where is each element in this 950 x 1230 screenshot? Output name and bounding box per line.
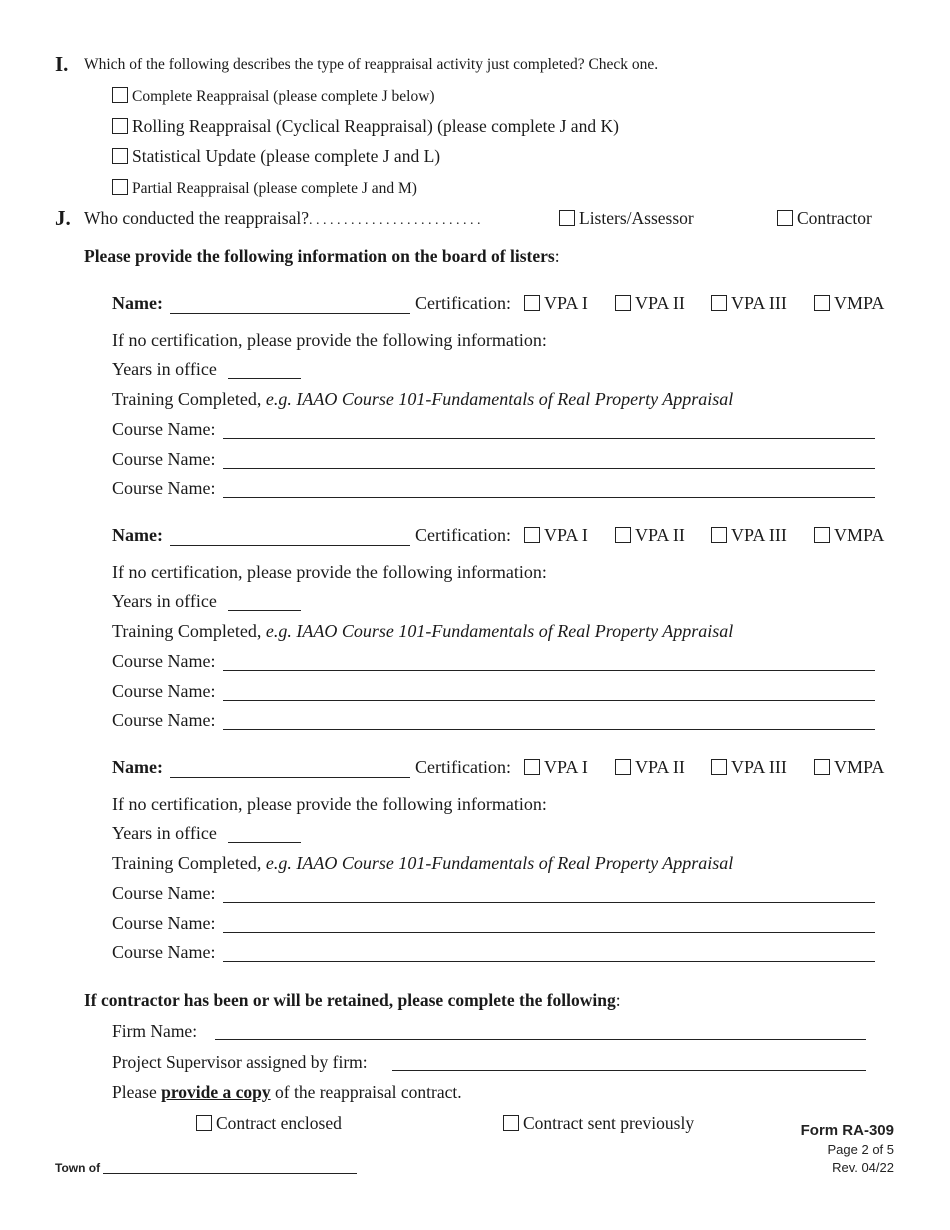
cert-vpa-ii[interactable] bbox=[615, 293, 685, 314]
cert-vmpa[interactable] bbox=[814, 757, 884, 778]
firm-name-field[interactable] bbox=[215, 1038, 866, 1040]
cert-label: VMPA bbox=[834, 293, 885, 313]
checkbox[interactable] bbox=[814, 295, 830, 311]
course-name-label: Course Name: bbox=[112, 651, 216, 671]
board-heading-colon: : bbox=[554, 246, 560, 266]
course-name-field[interactable] bbox=[223, 728, 875, 730]
training-example: e.g. IAAO Course 101-Fundamentals of Real Property Appraisal bbox=[265, 621, 734, 641]
section-j-question-row bbox=[84, 208, 480, 229]
form-id: Form RA-309 bbox=[800, 1122, 894, 1139]
cert-vpa-i[interactable] bbox=[524, 757, 588, 778]
lister-name-field[interactable] bbox=[170, 312, 410, 314]
cert-vpa-iii[interactable] bbox=[711, 293, 787, 314]
years-label: Years in office bbox=[112, 823, 217, 843]
course-name-label: Course Name: bbox=[112, 680, 216, 701]
leader-dots: . . . . . . . . . . . . . . . . . . . . . . . . . bbox=[308, 213, 481, 228]
name-label: Name: bbox=[112, 757, 163, 777]
training-row bbox=[112, 621, 733, 642]
lister-name-row bbox=[112, 757, 163, 778]
training-example: e.g. IAAO Course 101-Fundamentals of Real Property Appraisal bbox=[265, 853, 734, 873]
firm-name-row bbox=[112, 1021, 197, 1042]
cert-vpa-iii[interactable] bbox=[711, 525, 787, 546]
lister-name-row bbox=[112, 525, 163, 546]
option-label: Statistical Update (please complete J and L) bbox=[132, 146, 441, 166]
years-in-office-field[interactable] bbox=[228, 841, 301, 843]
revision: Rev. 04/22 bbox=[832, 1160, 894, 1175]
board-heading bbox=[84, 246, 560, 267]
cert-vpa-ii[interactable] bbox=[615, 525, 685, 546]
supervisor-label: Project Supervisor assigned by firm: bbox=[112, 1052, 368, 1072]
course-name-label: Course Name: bbox=[112, 883, 216, 903]
training-label: Training Completed, bbox=[112, 621, 266, 641]
checkbox[interactable] bbox=[615, 527, 631, 543]
training-row bbox=[112, 389, 733, 410]
checkbox[interactable] bbox=[615, 295, 631, 311]
checkbox[interactable] bbox=[196, 1115, 212, 1131]
cert-vpa-i[interactable] bbox=[524, 293, 588, 314]
town-name-field[interactable] bbox=[103, 1172, 357, 1174]
checkbox[interactable] bbox=[524, 759, 540, 775]
cert-label: VPA II bbox=[635, 757, 685, 777]
contractor-heading-text: If contractor has been or will be retained, please complete the following bbox=[84, 990, 616, 1010]
checkbox[interactable] bbox=[112, 148, 128, 164]
course-name-field[interactable] bbox=[223, 467, 875, 469]
checkbox[interactable] bbox=[524, 527, 540, 543]
cert-vpa-ii[interactable] bbox=[615, 757, 685, 778]
supervisor-field[interactable] bbox=[392, 1069, 866, 1071]
section-i-question: Which of the following describes the type of reappraisal activity just completed? Check one. bbox=[84, 56, 659, 73]
checkbox[interactable] bbox=[559, 210, 575, 226]
copy-pre: Please bbox=[112, 1082, 162, 1102]
course-name-label: Course Name: bbox=[112, 942, 216, 962]
option-statistical-update[interactable] bbox=[112, 146, 440, 167]
checkbox[interactable] bbox=[777, 210, 793, 226]
lister-name-row bbox=[112, 293, 163, 314]
page-number: Page 2 of 5 bbox=[827, 1142, 894, 1157]
course-name-field[interactable] bbox=[223, 960, 875, 962]
town-of-label: Town of bbox=[55, 1161, 101, 1175]
contractor-heading-colon: : bbox=[615, 990, 621, 1010]
option-label: Rolling Reappraisal (Cyclical Reappraisal) (please complete J and K) bbox=[132, 116, 619, 136]
course-name-label: Course Name: bbox=[112, 419, 216, 439]
checkbox[interactable] bbox=[711, 759, 727, 775]
cert-label: VPA III bbox=[731, 525, 787, 545]
course-name-label: Course Name: bbox=[112, 478, 216, 498]
cert-label: VPA II bbox=[635, 525, 685, 545]
option-rolling-reappraisal[interactable] bbox=[112, 116, 619, 137]
copy-instruction bbox=[112, 1082, 462, 1103]
no-certification-text: If no certification, please provide the following information: bbox=[112, 562, 547, 582]
course-name-label: Course Name: bbox=[112, 912, 216, 933]
checkbox[interactable] bbox=[711, 295, 727, 311]
option-contract-enclosed[interactable] bbox=[196, 1113, 342, 1134]
cert-label: VPA I bbox=[544, 525, 588, 545]
name-label: Name: bbox=[112, 525, 163, 545]
no-certification-text: If no certification, please provide the following information: bbox=[112, 330, 547, 350]
section-j-letter: J. bbox=[55, 206, 71, 230]
option-contractor[interactable] bbox=[777, 208, 872, 229]
cert-vmpa[interactable] bbox=[814, 525, 884, 546]
cert-label: VPA I bbox=[544, 293, 588, 313]
option-listers-assessor[interactable] bbox=[559, 208, 694, 229]
cert-label: VPA II bbox=[635, 293, 685, 313]
section-j-question: Who conducted the reappraisal? bbox=[84, 208, 309, 228]
checkbox[interactable] bbox=[112, 179, 128, 195]
option-label: Listers/Assessor bbox=[579, 208, 694, 228]
certification-label: Certification: bbox=[415, 293, 511, 313]
checkbox[interactable] bbox=[814, 759, 830, 775]
board-heading-text: Please provide the following information on the board of listers bbox=[84, 246, 555, 266]
course-name-field[interactable] bbox=[223, 699, 875, 701]
cert-vpa-i[interactable] bbox=[524, 525, 588, 546]
option-contract-sent-previously[interactable] bbox=[503, 1113, 694, 1134]
option-label: Contract sent previously bbox=[523, 1113, 695, 1133]
checkbox[interactable] bbox=[711, 527, 727, 543]
training-example: e.g. IAAO Course 101-Fundamentals of Real Property Appraisal bbox=[265, 389, 734, 409]
checkbox[interactable] bbox=[814, 527, 830, 543]
course-name-field[interactable] bbox=[223, 437, 875, 439]
option-label: Complete Reappraisal (please complete J below) bbox=[132, 88, 435, 105]
course-name-field[interactable] bbox=[223, 931, 875, 933]
copy-emphasis: provide a copy bbox=[161, 1082, 271, 1102]
option-label: Contract enclosed bbox=[216, 1113, 342, 1133]
cert-label: VPA III bbox=[731, 757, 787, 777]
cert-vpa-iii[interactable] bbox=[711, 757, 787, 778]
certification-label: Certification: bbox=[415, 525, 511, 545]
lister-name-field[interactable] bbox=[170, 544, 410, 546]
checkbox[interactable] bbox=[112, 118, 128, 134]
checkbox[interactable] bbox=[615, 759, 631, 775]
lister-name-field[interactable] bbox=[170, 776, 410, 778]
course-name-field[interactable] bbox=[223, 901, 875, 903]
checkbox[interactable] bbox=[112, 87, 128, 103]
no-certification-text: If no certification, please provide the following information: bbox=[112, 794, 547, 814]
years-in-office-field[interactable] bbox=[228, 377, 301, 379]
certification-label: Certification: bbox=[415, 757, 511, 777]
cert-label: VMPA bbox=[834, 525, 885, 545]
course-name-label: Course Name: bbox=[112, 710, 216, 730]
training-label: Training Completed, bbox=[112, 853, 266, 873]
option-label: Contractor bbox=[797, 208, 872, 228]
firm-name-label: Firm Name: bbox=[112, 1021, 198, 1041]
option-label: Partial Reappraisal (please complete J and M) bbox=[132, 180, 417, 197]
copy-post: of the reappraisal contract. bbox=[270, 1082, 462, 1102]
section-i-letter: I. bbox=[55, 52, 69, 76]
training-label: Training Completed, bbox=[112, 389, 266, 409]
course-name-label: Course Name: bbox=[112, 448, 216, 469]
years-label: Years in office bbox=[112, 359, 217, 379]
option-partial-reappraisal[interactable] bbox=[112, 179, 417, 198]
option-complete-reappraisal[interactable] bbox=[112, 87, 435, 106]
checkbox[interactable] bbox=[503, 1115, 519, 1131]
cert-label: VPA I bbox=[544, 757, 588, 777]
course-name-field[interactable] bbox=[223, 496, 875, 498]
contractor-heading bbox=[84, 990, 621, 1011]
cert-vmpa[interactable] bbox=[814, 293, 884, 314]
training-row bbox=[112, 853, 733, 874]
name-label: Name: bbox=[112, 293, 163, 313]
supervisor-row bbox=[112, 1052, 368, 1073]
years-in-office-field[interactable] bbox=[228, 609, 301, 611]
years-label: Years in office bbox=[112, 591, 217, 611]
cert-label: VPA III bbox=[731, 293, 787, 313]
checkbox[interactable] bbox=[524, 295, 540, 311]
course-name-field[interactable] bbox=[223, 669, 875, 671]
cert-label: VMPA bbox=[834, 757, 885, 777]
